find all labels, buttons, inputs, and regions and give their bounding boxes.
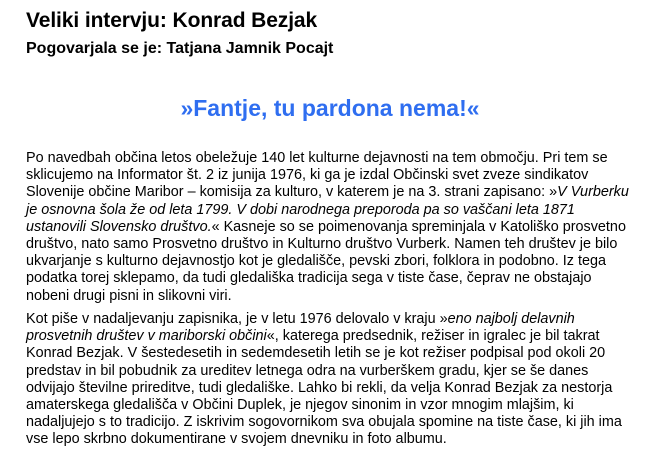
article-headline: »Fantje, tu pardona nema!« <box>180 95 480 121</box>
paragraph-text: «, katerega predsednik, režiser in igralec je bil takrat Konrad Bezjak. V šestedesetih in sedemdesetih letih se je kot režiser podpisal pod okoli 20 predstav in bil pobudnik za ureditev letnega odra na vurberškem gradu, kjer se še danes odvijajo številne prireditve, tudi gledališke. Lahko bi rekli, da velja Konrad Bezjak za nestorja amaterskega gledališča v Občini Duplek, je njegov sinonim in vzor mnogim mlajšim, ki nadaljujejo s to tradicijo. Z iskrivim sogovornikom sva obujala spomine na tiste čase, ki jih ima vse lepo skrbno dokumentirane v svojem dnevniku in foto albumu. <box>26 328 622 448</box>
paragraph-text: « Kasneje so se poimenovanja spreminjala v Katoliško prosvetno društvo, nato samo Prosvetno društvo in Kulturno društvo Vurberk. Namen teh društev je bilo ukvarjanje s kulturno dejavnostjo kot je gledališče, pevski zbori, folklora in podobno. Iz tega podatka torej sklepamo, da tudi gledališka tradicija sega v tiste čase, čeprav ne obstajajo nobeni drugi pisni in slikovni viri. <box>26 218 626 304</box>
quoted-text: eno najbolj delavnih prosvetnih društev v mariborski občini <box>26 311 575 345</box>
paragraph-text: Kot piše v nadaljevanju zapisnika, je v letu 1976 delovalo v kraju » <box>26 311 448 327</box>
paragraph-text: Po navedbah občina letos obeležuje 140 let kulturne dejavnosti na tem območju. Pri tem se sklicujemo na Informator št. 2 iz junija 1976, ki ga je izdal Občinski svet zveze sindikatov Slovenije občine Maribor – komisija za kulturo, v katerem je na 3. strani zapisano: » <box>26 150 608 201</box>
intro-paragraph <box>26 150 634 305</box>
quoted-text: V Vurberku je osnovna šola že od leta 1799. V dobi narodnega preporoda pa so vaščani leta 1871 ustanovili Slovensko društvo. <box>26 184 629 235</box>
article-title: Veliki intervju: Konrad Bezjak <box>26 9 318 32</box>
second-paragraph <box>26 311 634 449</box>
article-byline: Pogovarjala se je: Tatjana Jamnik Pocajt <box>26 40 334 57</box>
